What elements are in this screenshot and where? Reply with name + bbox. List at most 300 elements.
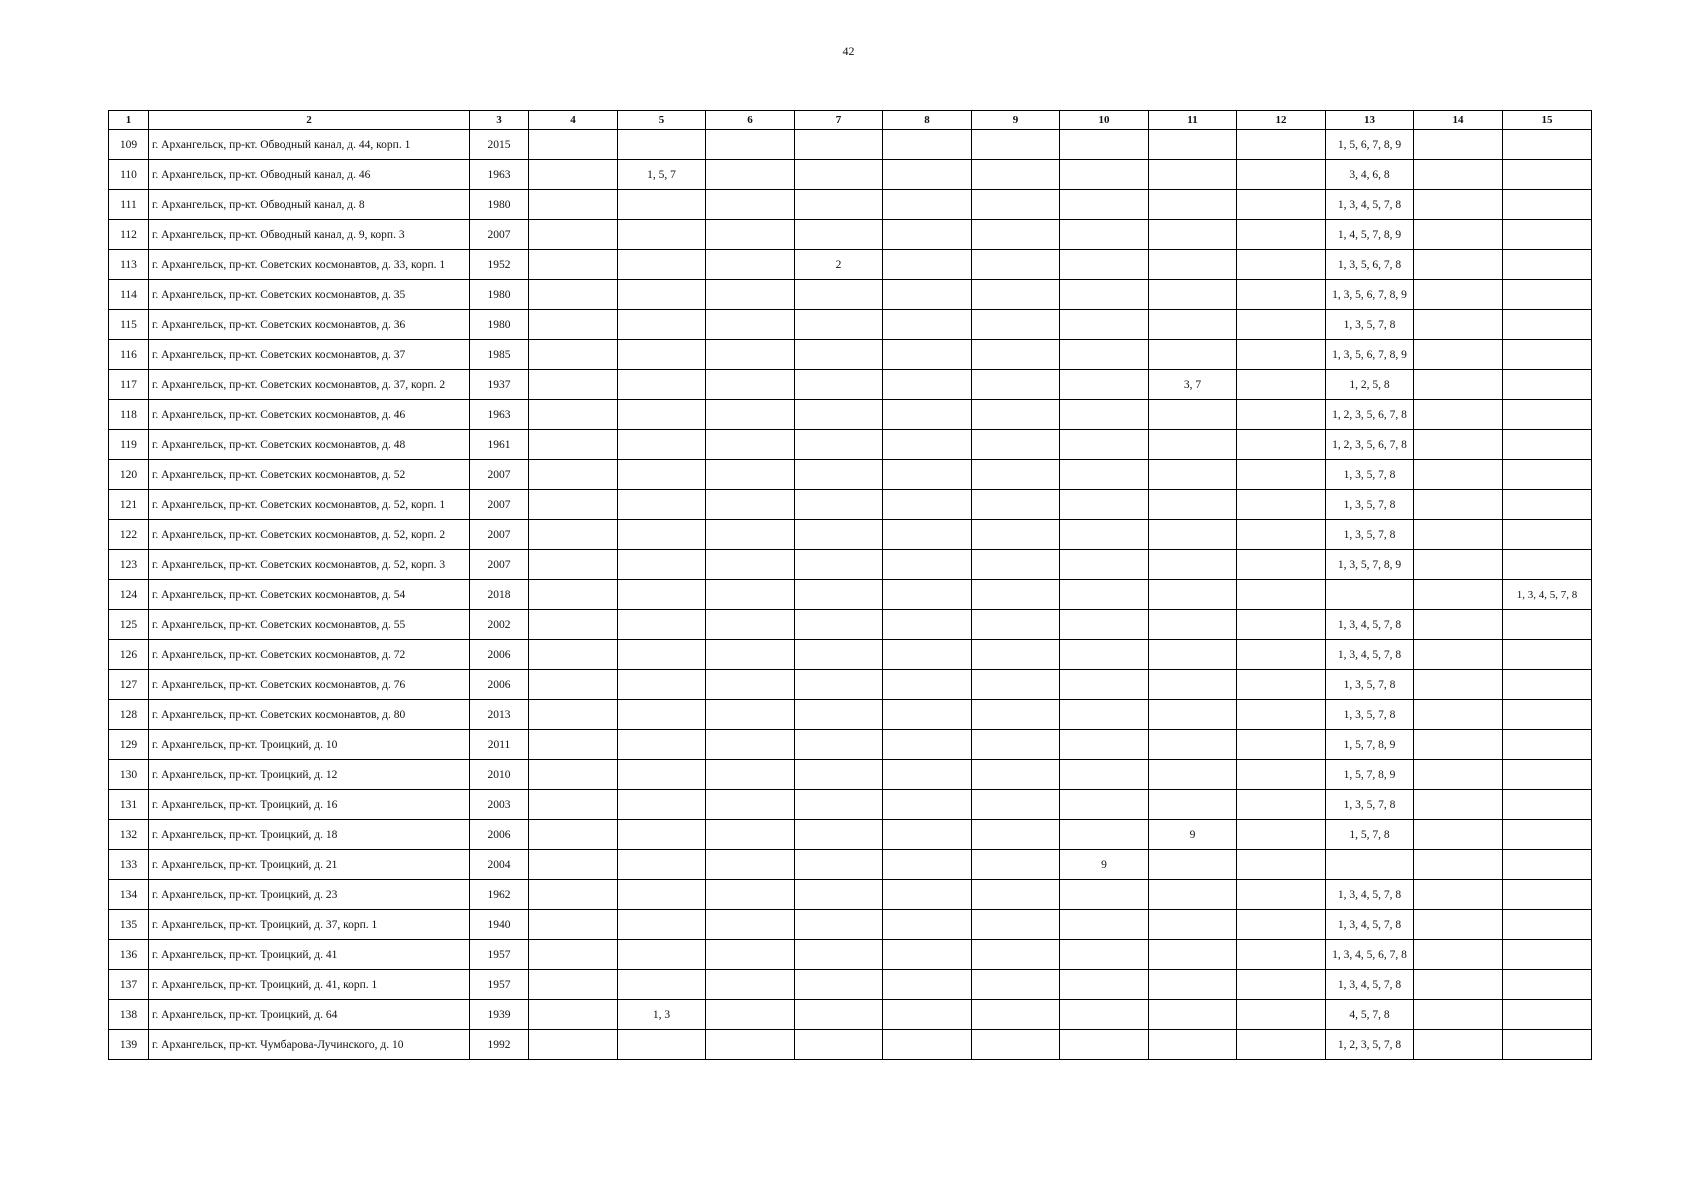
- table-cell: [1414, 430, 1503, 460]
- table-cell: [1060, 130, 1149, 160]
- table-row: [109, 610, 1592, 640]
- table-cell: [883, 160, 972, 190]
- address-cell: г. Архангельск, пр-кт. Советских космонавтов, д. 37: [149, 340, 470, 370]
- table-cell: 1, 3, 4, 5, 7, 8: [1326, 640, 1414, 670]
- table-cell: 1, 3, 5, 7, 8, 9: [1326, 550, 1414, 580]
- table-cell: [706, 820, 795, 850]
- table-cell: [883, 640, 972, 670]
- address-cell: г. Архангельск, пр-кт. Троицкий, д. 21: [149, 850, 470, 880]
- table-cell: [1503, 1000, 1592, 1030]
- table-cell: [1237, 910, 1326, 940]
- table-row: [109, 310, 1592, 340]
- table-cell: [795, 970, 883, 1000]
- row-number-cell: 132: [109, 820, 149, 850]
- table-cell: 1, 3, 5, 7, 8: [1326, 700, 1414, 730]
- table-cell: [883, 130, 972, 160]
- table-cell: [1060, 310, 1149, 340]
- address-cell: г. Архангельск, пр-кт. Советских космонавтов, д. 76: [149, 670, 470, 700]
- table-cell: [706, 160, 795, 190]
- table-cell: [1503, 850, 1592, 880]
- table-cell: [1503, 730, 1592, 760]
- address-cell: г. Архангельск, пр-кт. Советских космонавтов, д. 37, корп. 2: [149, 370, 470, 400]
- table-cell: [1414, 730, 1503, 760]
- table-cell: [1149, 670, 1237, 700]
- table-cell: [1237, 550, 1326, 580]
- column-header-11: 11: [1149, 111, 1237, 130]
- table-cell: [795, 520, 883, 550]
- table-cell: [1503, 340, 1592, 370]
- table-cell: [972, 400, 1060, 430]
- table-cell: [618, 970, 706, 1000]
- table-cell: [1503, 250, 1592, 280]
- row-number-cell: 134: [109, 880, 149, 910]
- year-cell: 2018: [470, 580, 529, 610]
- table-cell: [883, 700, 972, 730]
- table-cell: 1, 3, 5, 7, 8: [1326, 790, 1414, 820]
- table-cell: [1503, 790, 1592, 820]
- table-cell: [529, 1000, 618, 1030]
- year-cell: 1962: [470, 880, 529, 910]
- year-cell: 2015: [470, 130, 529, 160]
- row-number-cell: 137: [109, 970, 149, 1000]
- address-cell: г. Архангельск, пр-кт. Советских космонавтов, д. 35: [149, 280, 470, 310]
- table-cell: [1414, 970, 1503, 1000]
- table-cell: [795, 310, 883, 340]
- table-cell: 1, 3, 5, 6, 7, 8, 9: [1326, 280, 1414, 310]
- table-cell: 1, 3, 4, 5, 7, 8: [1503, 580, 1592, 610]
- column-header-9: 9: [972, 111, 1060, 130]
- table-cell: [1414, 220, 1503, 250]
- column-header-1: 1: [109, 111, 149, 130]
- table-cell: [706, 400, 795, 430]
- table-cell: [1414, 940, 1503, 970]
- table-row: [109, 280, 1592, 310]
- table-cell: [1237, 460, 1326, 490]
- table-cell: [529, 430, 618, 460]
- table-cell: [1414, 130, 1503, 160]
- table-cell: [883, 520, 972, 550]
- table-cell: [1503, 490, 1592, 520]
- table-cell: [972, 640, 1060, 670]
- column-header-14: 14: [1414, 111, 1503, 130]
- table-cell: [1060, 760, 1149, 790]
- table-cell: [529, 160, 618, 190]
- table-row: [109, 970, 1592, 1000]
- table-cell: [529, 610, 618, 640]
- table-row: [109, 850, 1592, 880]
- table-cell: [972, 520, 1060, 550]
- table-row: [109, 220, 1592, 250]
- table-cell: [795, 850, 883, 880]
- table-cell: [795, 1000, 883, 1030]
- table-cell: [1237, 610, 1326, 640]
- table-cell: [529, 760, 618, 790]
- table-cell: [529, 970, 618, 1000]
- year-cell: 1957: [470, 940, 529, 970]
- row-number-cell: 119: [109, 430, 149, 460]
- row-number-cell: 136: [109, 940, 149, 970]
- table-cell: [1414, 490, 1503, 520]
- address-cell: г. Архангельск, пр-кт. Обводный канал, д. 46: [149, 160, 470, 190]
- table-cell: [795, 460, 883, 490]
- table-cell: [706, 490, 795, 520]
- table-cell: [706, 880, 795, 910]
- table-cell: [972, 340, 1060, 370]
- year-cell: 2007: [470, 520, 529, 550]
- table-cell: [795, 130, 883, 160]
- table-cell: [883, 910, 972, 940]
- table-cell: [1503, 640, 1592, 670]
- address-cell: г. Архангельск, пр-кт. Советских космонавтов, д. 55: [149, 610, 470, 640]
- table-cell: [1149, 400, 1237, 430]
- table-cell: [1149, 250, 1237, 280]
- table-cell: [1149, 220, 1237, 250]
- table-cell: [1503, 670, 1592, 700]
- table-cell: [1237, 370, 1326, 400]
- column-header-3: 3: [470, 111, 529, 130]
- year-cell: 2007: [470, 490, 529, 520]
- table-cell: [1237, 310, 1326, 340]
- table-cell: [706, 130, 795, 160]
- table-cell: [529, 400, 618, 430]
- year-cell: 1985: [470, 340, 529, 370]
- table-cell: [1414, 610, 1503, 640]
- table-cell: [1326, 850, 1414, 880]
- table-cell: [529, 790, 618, 820]
- table-cell: [1326, 580, 1414, 610]
- address-cell: г. Архангельск, пр-кт. Троицкий, д. 16: [149, 790, 470, 820]
- table-cell: [795, 580, 883, 610]
- address-cell: г. Архангельск, пр-кт. Обводный канал, д. 8: [149, 190, 470, 220]
- table-cell: [1237, 1030, 1326, 1060]
- table-cell: [972, 160, 1060, 190]
- row-number-cell: 121: [109, 490, 149, 520]
- table-cell: [1503, 520, 1592, 550]
- row-number-cell: 118: [109, 400, 149, 430]
- row-number-cell: 111: [109, 190, 149, 220]
- table-cell: [1503, 760, 1592, 790]
- table-cell: [529, 310, 618, 340]
- table-cell: [1237, 130, 1326, 160]
- address-cell: г. Архангельск, пр-кт. Советских космонавтов, д. 80: [149, 700, 470, 730]
- table-cell: [1414, 370, 1503, 400]
- table-cell: [1060, 730, 1149, 760]
- table-cell: 1, 3, 4, 5, 7, 8: [1326, 910, 1414, 940]
- table-cell: [529, 190, 618, 220]
- table-cell: 1, 2, 3, 5, 7, 8: [1326, 1030, 1414, 1060]
- table-row: [109, 460, 1592, 490]
- table-cell: [972, 880, 1060, 910]
- row-number-cell: 139: [109, 1030, 149, 1060]
- table-cell: [1149, 970, 1237, 1000]
- year-cell: 2011: [470, 730, 529, 760]
- table-cell: [706, 250, 795, 280]
- table-cell: [795, 940, 883, 970]
- table-cell: [706, 910, 795, 940]
- address-cell: г. Архангельск, пр-кт. Советских космонавтов, д. 36: [149, 310, 470, 340]
- table-cell: [1060, 1030, 1149, 1060]
- table-cell: 1, 5, 6, 7, 8, 9: [1326, 130, 1414, 160]
- table-cell: [795, 730, 883, 760]
- table-cell: [706, 550, 795, 580]
- table-cell: [1414, 1030, 1503, 1060]
- table-cell: [1149, 490, 1237, 520]
- table-row: [109, 550, 1592, 580]
- table-cell: [1237, 670, 1326, 700]
- table-cell: [1060, 670, 1149, 700]
- table-cell: [1237, 760, 1326, 790]
- table-cell: [706, 580, 795, 610]
- column-header-4: 4: [529, 111, 618, 130]
- table-cell: [795, 490, 883, 520]
- address-cell: г. Архангельск, пр-кт. Советских космонавтов, д. 52, корп. 2: [149, 520, 470, 550]
- address-cell: г. Архангельск, пр-кт. Обводный канал, д. 9, корп. 3: [149, 220, 470, 250]
- table-cell: [706, 310, 795, 340]
- table-cell: [1060, 580, 1149, 610]
- table-cell: [618, 790, 706, 820]
- table-cell: 1, 5, 7, 8, 9: [1326, 730, 1414, 760]
- table-cell: [1503, 820, 1592, 850]
- table-cell: [1503, 130, 1592, 160]
- table-cell: [795, 610, 883, 640]
- table-cell: [529, 130, 618, 160]
- table-cell: [1414, 850, 1503, 880]
- row-number-cell: 128: [109, 700, 149, 730]
- table-cell: [1149, 760, 1237, 790]
- table-cell: [1237, 700, 1326, 730]
- table-cell: [1237, 490, 1326, 520]
- table-cell: [883, 790, 972, 820]
- table-cell: [1237, 820, 1326, 850]
- table-cell: [1503, 940, 1592, 970]
- table-cell: [883, 880, 972, 910]
- table-cell: [529, 940, 618, 970]
- table-cell: [1503, 880, 1592, 910]
- row-number-cell: 109: [109, 130, 149, 160]
- row-number-cell: 129: [109, 730, 149, 760]
- table-cell: [1237, 250, 1326, 280]
- table-cell: [883, 340, 972, 370]
- table-cell: [1414, 310, 1503, 340]
- table-cell: [529, 580, 618, 610]
- table-cell: [618, 640, 706, 670]
- table-cell: [618, 550, 706, 580]
- table-cell: [618, 370, 706, 400]
- table-cell: [529, 1030, 618, 1060]
- table-row: [109, 580, 1592, 610]
- table-cell: [972, 850, 1060, 880]
- table-cell: [1060, 220, 1149, 250]
- table-cell: [1060, 970, 1149, 1000]
- table-cell: [529, 700, 618, 730]
- table-cell: [706, 760, 795, 790]
- table-cell: [972, 700, 1060, 730]
- table-cell: [618, 610, 706, 640]
- table-cell: [1149, 430, 1237, 460]
- table-cell: [706, 670, 795, 700]
- table-cell: [972, 310, 1060, 340]
- address-cell: г. Архангельск, пр-кт. Троицкий, д. 23: [149, 880, 470, 910]
- table-cell: [795, 430, 883, 460]
- table-cell: [618, 520, 706, 550]
- address-cell: г. Архангельск, пр-кт. Советских космонавтов, д. 52, корп. 1: [149, 490, 470, 520]
- table-cell: [618, 280, 706, 310]
- table-cell: [972, 820, 1060, 850]
- year-cell: 1957: [470, 970, 529, 1000]
- table-cell: [883, 250, 972, 280]
- column-header-5: 5: [618, 111, 706, 130]
- table-row: [109, 370, 1592, 400]
- table-cell: [795, 670, 883, 700]
- year-cell: 2004: [470, 850, 529, 880]
- table-cell: [1414, 460, 1503, 490]
- table-cell: [1060, 490, 1149, 520]
- table-cell: [1503, 610, 1592, 640]
- table-cell: [706, 220, 795, 250]
- table-cell: [795, 160, 883, 190]
- table-row: [109, 940, 1592, 970]
- table-cell: [1414, 640, 1503, 670]
- table-cell: [1149, 850, 1237, 880]
- table-cell: 1, 3, 4, 5, 7, 8: [1326, 610, 1414, 640]
- table-cell: [1060, 640, 1149, 670]
- table-cell: [1149, 640, 1237, 670]
- table-cell: [1149, 310, 1237, 340]
- table-cell: [795, 370, 883, 400]
- table-cell: [1414, 700, 1503, 730]
- table-cell: [529, 730, 618, 760]
- table-cell: [706, 790, 795, 820]
- year-cell: 2007: [470, 460, 529, 490]
- table-row: [109, 130, 1592, 160]
- table-cell: [795, 910, 883, 940]
- row-number-cell: 116: [109, 340, 149, 370]
- table-cell: [1503, 310, 1592, 340]
- table-cell: [1060, 910, 1149, 940]
- header-row: [109, 111, 1592, 130]
- table-cell: [1503, 280, 1592, 310]
- table-cell: [1503, 970, 1592, 1000]
- table-cell: [972, 790, 1060, 820]
- column-header-2: 2: [149, 111, 470, 130]
- table-cell: [883, 400, 972, 430]
- table-cell: [1237, 880, 1326, 910]
- table-cell: [706, 1000, 795, 1030]
- table-cell: [1060, 370, 1149, 400]
- year-cell: 2010: [470, 760, 529, 790]
- table-row: [109, 190, 1592, 220]
- table-cell: [883, 820, 972, 850]
- table-cell: 1, 4, 5, 7, 8, 9: [1326, 220, 1414, 250]
- table-cell: [618, 490, 706, 520]
- table-cell: [1414, 670, 1503, 700]
- table-cell: [1060, 460, 1149, 490]
- table-row: [109, 820, 1592, 850]
- table-cell: [1060, 520, 1149, 550]
- table-cell: [1237, 790, 1326, 820]
- table-cell: 1, 3, 5, 6, 7, 8, 9: [1326, 340, 1414, 370]
- table-cell: [972, 970, 1060, 1000]
- table-cell: 3, 4, 6, 8: [1326, 160, 1414, 190]
- address-cell: г. Архангельск, пр-кт. Троицкий, д. 37, корп. 1: [149, 910, 470, 940]
- table-cell: [529, 250, 618, 280]
- table-cell: [1503, 430, 1592, 460]
- table-cell: [972, 730, 1060, 760]
- table-cell: 2: [795, 250, 883, 280]
- table-cell: [706, 280, 795, 310]
- table-cell: [1060, 1000, 1149, 1030]
- table-cell: [1149, 460, 1237, 490]
- table-cell: 1, 3, 5, 7, 8: [1326, 460, 1414, 490]
- table-cell: [1414, 550, 1503, 580]
- row-number-cell: 115: [109, 310, 149, 340]
- table-cell: 1, 3, 4, 5, 7, 8: [1326, 880, 1414, 910]
- table-cell: [1503, 910, 1592, 940]
- table-cell: [1149, 940, 1237, 970]
- table-cell: [706, 940, 795, 970]
- table-cell: [1149, 580, 1237, 610]
- address-cell: г. Архангельск, пр-кт. Троицкий, д. 41: [149, 940, 470, 970]
- table-cell: [972, 190, 1060, 220]
- table-cell: [972, 550, 1060, 580]
- address-cell: г. Архангельск, пр-кт. Советских космонавтов, д. 54: [149, 580, 470, 610]
- table-cell: 1, 3, 5, 7, 8: [1326, 490, 1414, 520]
- column-header-6: 6: [706, 111, 795, 130]
- table-cell: [529, 820, 618, 850]
- table-cell: [618, 460, 706, 490]
- table-cell: 1, 2, 3, 5, 6, 7, 8: [1326, 430, 1414, 460]
- table-cell: [1060, 550, 1149, 580]
- table-cell: [1237, 520, 1326, 550]
- table-cell: [1060, 790, 1149, 820]
- year-cell: 2002: [470, 610, 529, 640]
- page-number: 42: [842, 44, 855, 58]
- table-cell: [1414, 760, 1503, 790]
- table-row: [109, 910, 1592, 940]
- table-cell: [1060, 940, 1149, 970]
- table-cell: 1, 5, 7: [618, 160, 706, 190]
- table-cell: [883, 970, 972, 1000]
- table-cell: [795, 790, 883, 820]
- table-row: [109, 640, 1592, 670]
- column-header-10: 10: [1060, 111, 1149, 130]
- table-cell: [1149, 340, 1237, 370]
- table-cell: [1149, 700, 1237, 730]
- address-cell: г. Архангельск, пр-кт. Троицкий, д. 64: [149, 1000, 470, 1030]
- table-cell: [795, 700, 883, 730]
- table-cell: 3, 7: [1149, 370, 1237, 400]
- table-cell: [795, 190, 883, 220]
- year-cell: 2007: [470, 550, 529, 580]
- table-cell: [972, 580, 1060, 610]
- table-cell: [1060, 250, 1149, 280]
- table-cell: [618, 880, 706, 910]
- year-cell: 1937: [470, 370, 529, 400]
- column-header-13: 13: [1326, 111, 1414, 130]
- table-cell: [618, 250, 706, 280]
- table-cell: [883, 760, 972, 790]
- table-cell: [529, 520, 618, 550]
- table-cell: 1, 3: [618, 1000, 706, 1030]
- row-number-cell: 131: [109, 790, 149, 820]
- table-cell: [795, 760, 883, 790]
- table-row: [109, 340, 1592, 370]
- table-cell: [618, 190, 706, 220]
- table-cell: [1237, 580, 1326, 610]
- table-cell: [529, 280, 618, 310]
- table-cell: [1149, 730, 1237, 760]
- table-row: [109, 1030, 1592, 1060]
